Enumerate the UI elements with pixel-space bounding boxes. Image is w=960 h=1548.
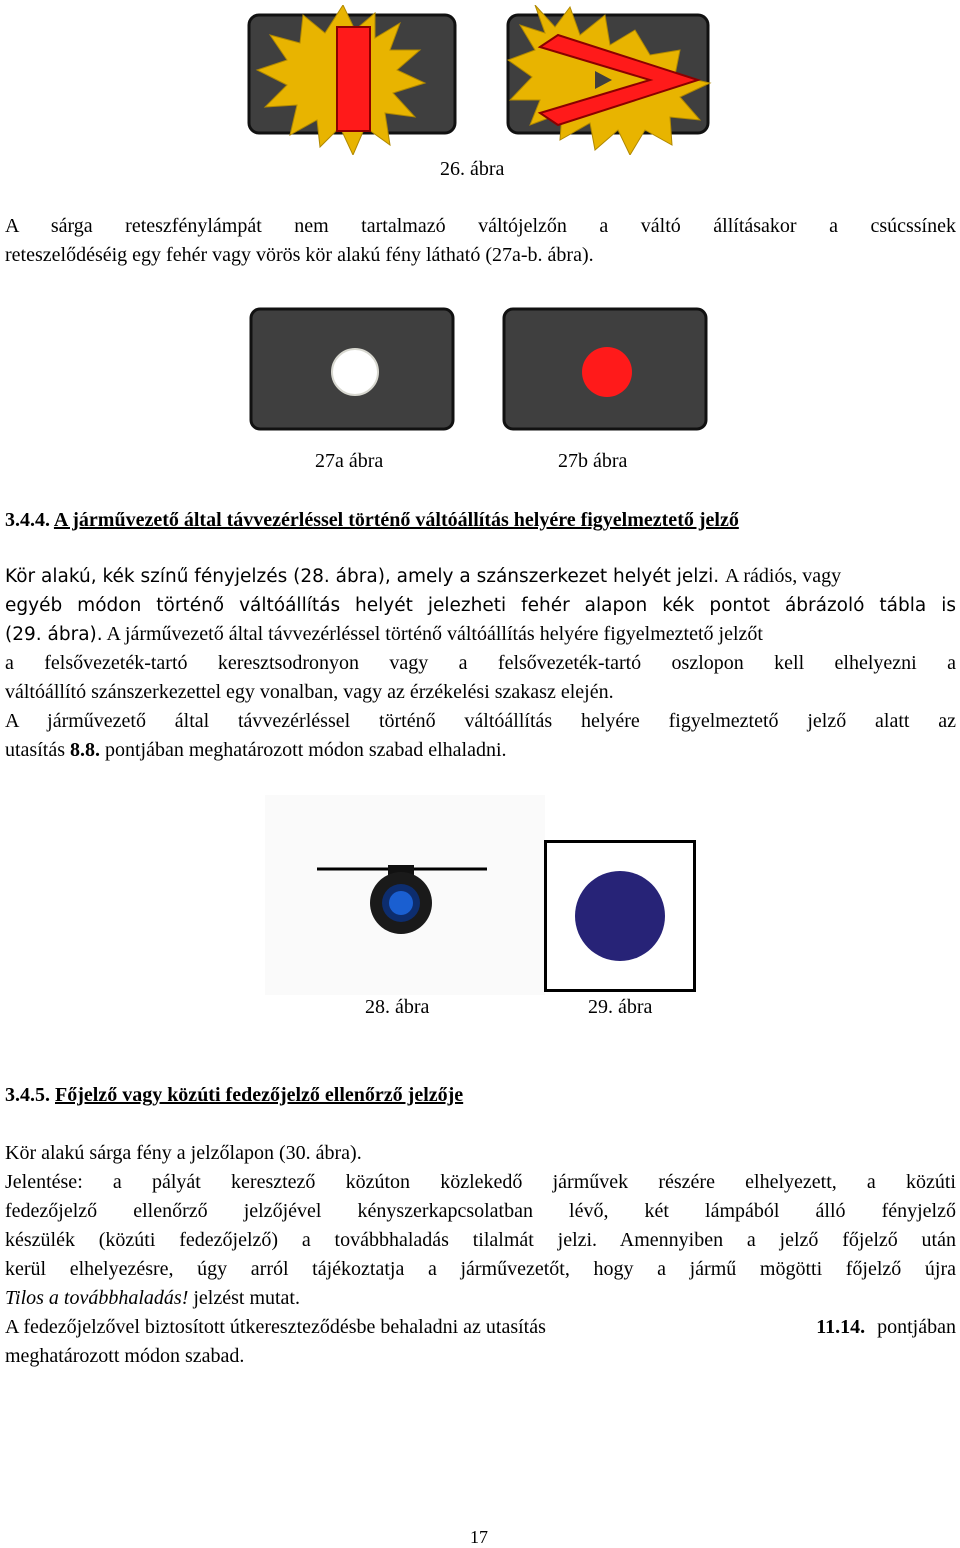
page-number: 17	[470, 1527, 488, 1547]
section-3-4-4-p1: Kör alakú, kék színű fényjelzés (28. ábra), amely a szánszerkezet helyét jelzi.	[5, 566, 720, 587]
section-3-4-5-line-3: fedezőjelző ellenőrző jelzőjével kényszerkapcsolatban lévő, két lámpából álló fényjelző	[5, 1200, 956, 1222]
figure-29-board-blue-dot	[544, 840, 696, 992]
section-3-4-5-p6-italic: Tilos a továbbhaladás!	[5, 1287, 189, 1309]
section-3-4-5-p6-rest: jelzést mutat.	[188, 1287, 300, 1309]
section-3-4-4-line-5: váltóállító szánszerkezettel egy vonalban, vagy az érzékelési szakasz elején.	[5, 681, 614, 703]
section-3-4-5-line-8: meghatározott módon szabad.	[5, 1345, 245, 1367]
figure-27b-caption: 27b ábra	[558, 450, 628, 472]
section-3-4-5-p7a: A fedezőjelzővel biztosított útkereszteződésbe behaladni az utasítás	[5, 1316, 546, 1338]
section-3-4-4-title: A járművezető által távvezérléssel történő váltóállítás helyére figyelmeztető jelző	[53, 509, 739, 531]
section-3-4-4-p7c: pontjában meghatározott módon szabad elhaladni.	[105, 739, 507, 761]
section-3-4-4-line-1	[5, 562, 956, 591]
section-3-4-4-p7b: 8.8.	[70, 739, 100, 761]
figure-26-right-signal	[500, 5, 740, 155]
section-3-4-5-line-1: Kör alakú sárga fény a jelzőlapon (30. ábra).	[5, 1142, 362, 1164]
section-3-4-4-line-4: a felsővezeték-tartó keresztsodronyon vagy a felsővezeték-tartó oszlopon kell elhelyezni a	[5, 652, 956, 674]
figure-28-caption: 28. ábra	[365, 996, 430, 1018]
section-3-4-5-line-5: kerül elhelyezésre, úgy arról tájékoztatja a járművezetőt, hogy a jármű mögötti főjelző újra	[5, 1258, 956, 1280]
section-3-4-5-line-6	[5, 1284, 956, 1313]
figure-26-caption: 26. ábra	[440, 158, 505, 180]
section-3-4-4-p3a: (29. ábra).	[5, 624, 103, 645]
section-3-4-5-line-7	[5, 1313, 956, 1342]
section-3-4-4-heading	[5, 508, 960, 532]
section-3-4-5-p7c: pontjában	[877, 1316, 956, 1338]
section-3-4-4-line-6: A járművezető által távvezérléssel történő váltóállítás helyére figyelmeztető jelző alatt az	[5, 710, 956, 732]
figure-27a-signal-white	[245, 305, 460, 435]
figure-27a-caption: 27a ábra	[315, 450, 384, 472]
paragraph-1-line-1: A sárga reteszfénylámpát nem tartalmazó váltójelzőn a váltó állításakor a csúcssínek	[5, 215, 956, 237]
section-3-4-5-heading	[5, 1083, 463, 1107]
figure-27b-signal-red	[498, 305, 713, 435]
section-3-4-4-number: 3.4.4.	[5, 509, 50, 531]
section-3-4-5-line-2: Jelentése: a pályát keresztező közúton közlekedő járművek részére elhelyezett, a közúti	[5, 1171, 956, 1193]
section-3-4-4-line-3	[5, 620, 956, 649]
section-3-4-4-line-2: egyéb módon történő váltóállítás helyét jelezheti fehér alapon kék pontot ábrázoló tábla is	[5, 595, 956, 616]
paragraph-1-line-2: reteszelődéséig egy fehér vagy vörös kör alakú fény látható (27a-b. ábra).	[5, 244, 594, 266]
figure-26-left-signal	[225, 5, 465, 155]
section-3-4-4-line-7	[5, 736, 956, 765]
section-3-4-4-p3b: A járművezető által távvezérléssel történő váltóállítás helyére figyelmeztető jelzőt	[106, 623, 763, 645]
section-3-4-5-line-4: készülék (közúti fedezőjelző) a továbbhaladás tilalmát jelzi. Amennyiben a jelző főjelző után	[5, 1229, 956, 1251]
section-3-4-4-p7a: utasítás	[5, 739, 65, 761]
figure-28-blue-light-signal	[265, 795, 545, 995]
section-3-4-5-p7b: 11.14.	[816, 1316, 866, 1338]
section-3-4-4-p1b: A rádiós, vagy	[725, 565, 842, 587]
figure-29-caption: 29. ábra	[588, 996, 653, 1018]
section-3-4-5-number: 3.4.5.	[5, 1084, 50, 1106]
section-3-4-5-title: Főjelző vagy közúti fedezőjelző ellenőrző jelzője	[55, 1084, 464, 1106]
